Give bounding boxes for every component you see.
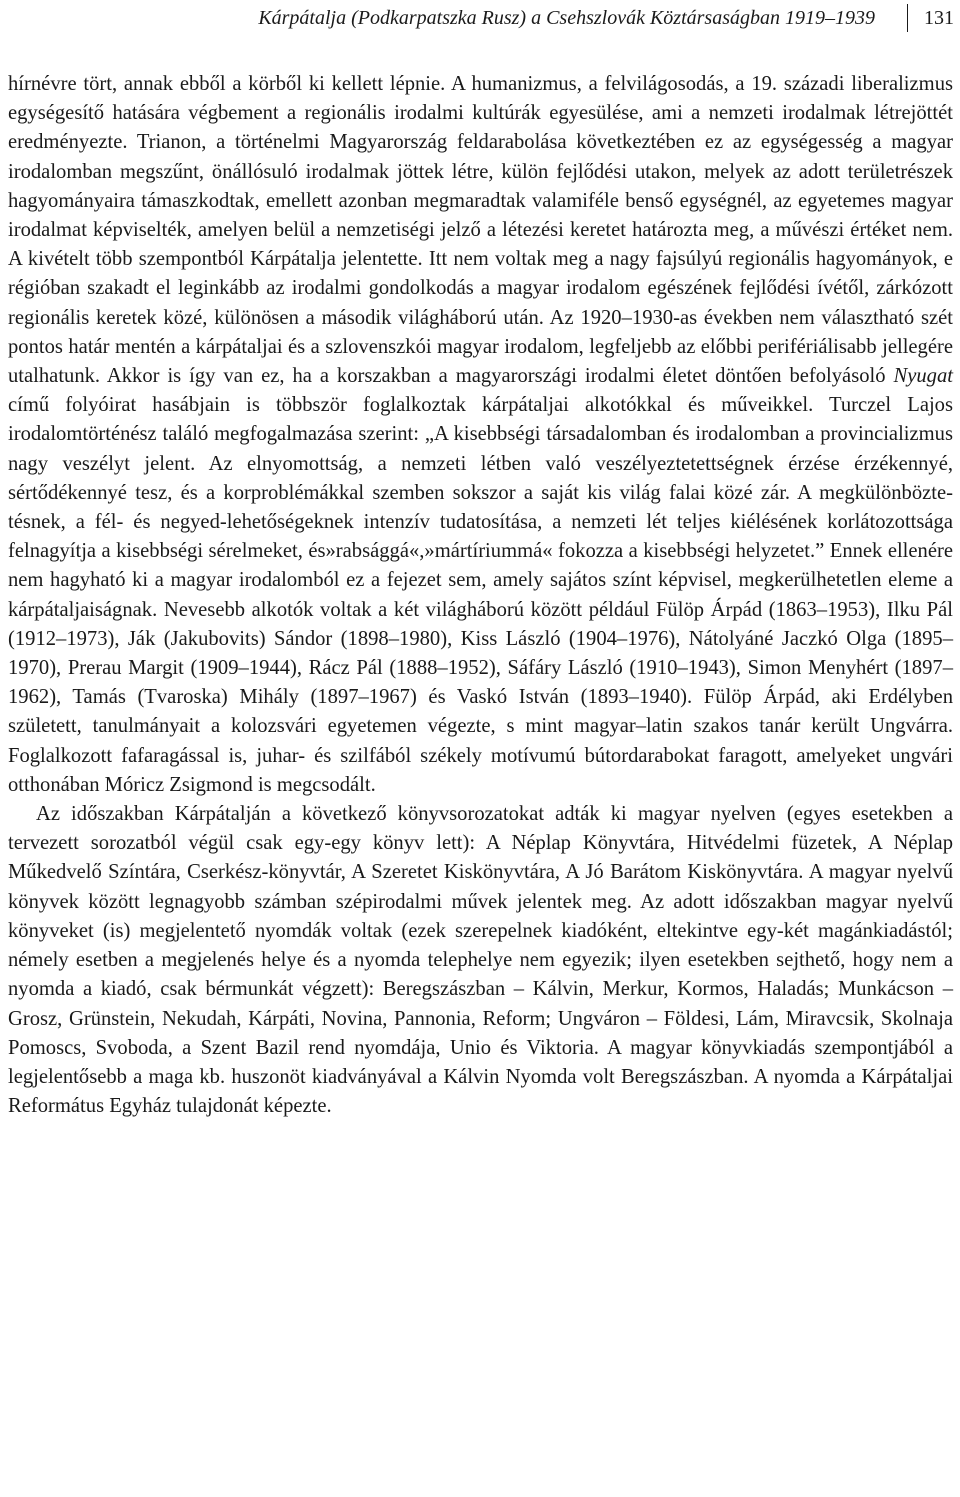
header-divider xyxy=(907,4,908,32)
journal-title: Nyugat xyxy=(893,365,953,388)
running-header xyxy=(118,2,954,34)
paragraph-text: című folyóirat hasábjain is többször foglalkoztak kárpátaljai alkotókkal és műveikkel. Turczel Lajos irodalomtörténész találó megfogalmazása szerint: „A kisebbségi társadalomban és irodalomban a provincializmus nagy veszélyt jelent. Az elnyomottság, a nemzeti létben való veszélyeztetettségnek érzése érzékennyé, sértődékennyé tesz, és a korproblémákkal szemben sokszor a saját kis világ falai közé zár. A megkülönböztetésnek, a fél- és negyed-lehetőségeknek intenzív tudatosítása, a nemzeti lét teljes kiélésének korlátozottsága felnagyítja a kisebbségi sérelmeket, és»rabsággá«,»mártíriummá« fokozza a kisebbségi helyzetet.” Ennek ellenére nem hagyható ki a magyar irodalomból ez a fejezet sem, amely sajátos színt képvisel, megkerülhetetlen eleme a kárpátaljaiságnak. Nevesebb alkotók voltak a két világháború között például Fülöp Árpád (1863–1953), Ilku Pál (1912–1973), Ják (Jakubovits) Sándor (1898–1980), Kiss László (1904–1976), Nátolyáné Jaczkó Olga (1895–1970), Prerau Margit (1909–1944), Rácz Pál (1888–1952), Sáfáry László (1910–1943), Simon Menyhért (1897–1962), Tamás (Tvaroska) Mihály (1897–1967) és Vaskó István (1893–1940). Fülöp Árpád, aki Erdélyben született, tanulmányait a kolozsvári egyetemen végezte, s mint magyar–latin szakos tanár került Ungvárra. Foglalkozott fafaragással is, juhar- és szilfából székely motívumú bútordarabokat faragott, amelyeket ungvári otthonában Móricz Zsigmond is megcsodált. xyxy=(8,394,953,796)
paragraph-text: hírnévre tört, annak ebből a körből ki kellett lépnie. A humanizmus, a felvilágosodás, a 19. századi liberalizmus egységesítő hatására végbement a regionális irodalmi kultúrák egyesülése, ami a nemzeti irodalmak létrejöttét eredményezte. Trianon, a történelmi Magyarország feldarabolása következtében ez az egységesség a magyar irodalomban megszűnt, önállósuló irodalmak jöttek létre, külön fejlődési utakon, melyek az adott területrészek hagyományaira támaszkodtak, emellett azonban megmaradtak valamiféle benső egységnél, az egyetemes magyar irodalmat képviselték, amelyen belül a nemzetiségi jelző a létezési keretet határozta meg, a művészi értéket nem. A kivételt több szempontból Kárpátalja jelentette. Itt nem voltak meg a nagy fajsúlyú regionális hagyományok, e régióban szakadt el leginkább az irodalmi gondolkodás a magyar irodalom egészének fejlődési ívétől, zárkózott regionális keretek közé, különösen a második világháború után. Az 1920–1930-as években nem választható szét pontos határ mentén a kárpátaljai és a szlovenszkói magyar irodalom, legfeljebb az előbbi perifériálisabb jellegére utalhatunk. Akkor is így van ez, ha a korszakban a magyarországi irodalmi életet döntően befolyásoló xyxy=(8,73,953,388)
running-title: Kárpátalja (Podkarpatszka Rusz) a Csehszlovák Köztársaságban 1919–1939 xyxy=(258,7,875,29)
paragraph xyxy=(8,70,953,800)
paragraph: Az időszakban Kárpátalján a következő könyvsorozatokat adták ki magyar nyelven (egyes esetekben a tervezett sorozatból végül csak egy-egy könyv lett): A Néplap Könyvtára, Hitvédelmi füzetek, A Néplap Műkedvelő Színtára, Cserkész-könyvtár, A Szeretet Kiskönyvtára, A Jó Barátom Kiskönyvtára. A magyar nyelvű könyvek között legnagyobb számban szépirodalmi művek jelentek meg. Az adott időszakban magyar nyelvű könyveket (is) megjelentető nyomdák voltak (ezek szerepelnek kiadóként, eltekintve egy-két magánkiadástól; némely esetben a megjelenés helye és a nyomda telephelye nem egyezik; ilyen esetekben sejthető, hogy nem a nyomda a kiadó, csak bérmunkát végzett): Beregszászban – Kálvin, Merkur, Kormos, Haladás; Munkácson – Grosz, Grünstein, Nekudah, Kárpáti, Novina, Pannonia, Reform; Ungváron – Földesi, Lám, Miravcsik, Skolnaja Pomoscs, Svoboda, a Szent Bazil rend nyomdája, Unio és Viktoria. A magyar könyvkiadás szempontjából a legjelentősebb a maga kb. huszonöt kiadványával a Kálvin Nyomda volt Beregszászban. A nyomda a Kárpátaljai Református Egyház tulajdonát képezte. xyxy=(8,803,953,1118)
body-text xyxy=(8,70,953,1121)
page-number: 131 xyxy=(924,7,954,29)
